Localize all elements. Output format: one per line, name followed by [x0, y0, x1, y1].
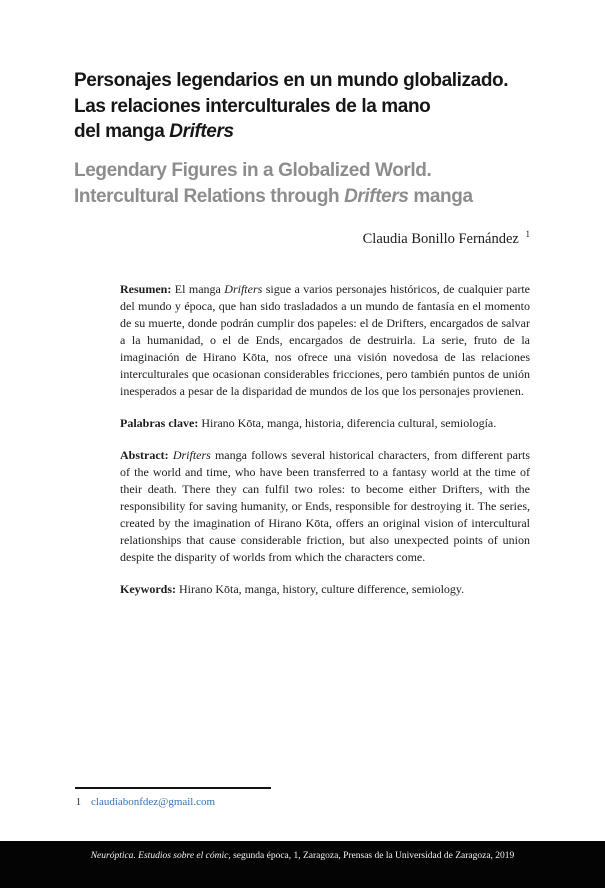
keywords-text: Hirano Kōta, manga, history, culture difference, semiology.	[176, 582, 465, 596]
palabras-clave-text: Hirano Kōta, manga, historia, diferencia cultural, semiología.	[198, 416, 497, 430]
abstract-spanish	[120, 281, 530, 400]
keywords-english	[120, 581, 530, 598]
author-email-link[interactable]: claudiabonfdez@gmail.com	[91, 796, 216, 808]
title-es-line1: Personajes legendarios en un mundo globalizado.	[74, 70, 509, 91]
author-footnote-marker: 1	[525, 229, 530, 239]
footnote-number: 1	[76, 797, 81, 808]
title-en-drifters-italic: Drifters	[344, 186, 409, 207]
author-name	[120, 229, 530, 248]
abstract-drifters-italic: Drifters	[172, 448, 211, 462]
footnote-separator-rule	[75, 787, 271, 789]
palabras-clave-label: Palabras clave:	[120, 416, 199, 430]
journal-title: Neuróptica. Estudios sobre el cómic	[90, 851, 229, 861]
resumen-drifters-italic: Drifters	[224, 282, 263, 296]
title-en-line1: Legendary Figures in a Globalized World.	[74, 160, 432, 181]
title-en-line2-post: manga	[408, 186, 473, 207]
journal-citation-rest: , segunda época, 1, Zaragoza, Prensas de la Universidad de Zaragoza, 2019	[228, 851, 515, 861]
abstract-label: Abstract:	[120, 448, 169, 462]
author-name-text: Claudia Bonillo Fernández	[362, 230, 519, 247]
abstract-english	[120, 447, 530, 566]
title-en-line2: Intercultural Relations through	[74, 186, 345, 207]
footnote	[76, 795, 496, 810]
title-spanish	[74, 68, 564, 145]
keywords-label: Keywords:	[120, 582, 176, 596]
title-english	[74, 158, 564, 210]
title-es-line3: del manga	[74, 121, 170, 142]
resumen-label: Resumen:	[120, 282, 172, 296]
journal-footer-bar	[0, 841, 605, 888]
abstract-block	[120, 281, 530, 613]
title-es-drifters-italic: Drifters	[169, 121, 234, 142]
title-es-line2: Las relaciones interculturales de la mano	[74, 95, 431, 117]
abstract-text: manga follows several historical characters, from different parts of the world and time, who have been transferred to a fantasy world at the time of their death. There they can fulfil two roles: to become either Drifters, with the responsibility for saving humanity, or Ends, responsible for destroying it. The series, created by the imagination of Hirano Kōta, offers an original vision of intercultural relationships that cause considerable friction, but also unexpected points of union despite the disparity of worlds from which the characters come.	[120, 448, 530, 564]
resumen-text: sigue a varios personajes históricos, de cualquier parte del mundo y época, que han sido trasladados a un mundo de fantasía en el momento de su muerte, donde podrán cumplir dos papeles: el de Drifters, encargados de salvar a la humanidad, o el de Ends, encargados de destruirla. La serie, fruto de la imaginación de Hirano Kōta, nos ofrece una visión novedosa de las relaciones interculturales que ocasionan considerables fricciones, pero también puntos de unión inesperados a pesar de la disparidad de mundos de los que los personajes provienen.	[120, 282, 530, 398]
keywords-spanish	[120, 415, 530, 432]
resumen-pre: El manga	[171, 282, 225, 296]
